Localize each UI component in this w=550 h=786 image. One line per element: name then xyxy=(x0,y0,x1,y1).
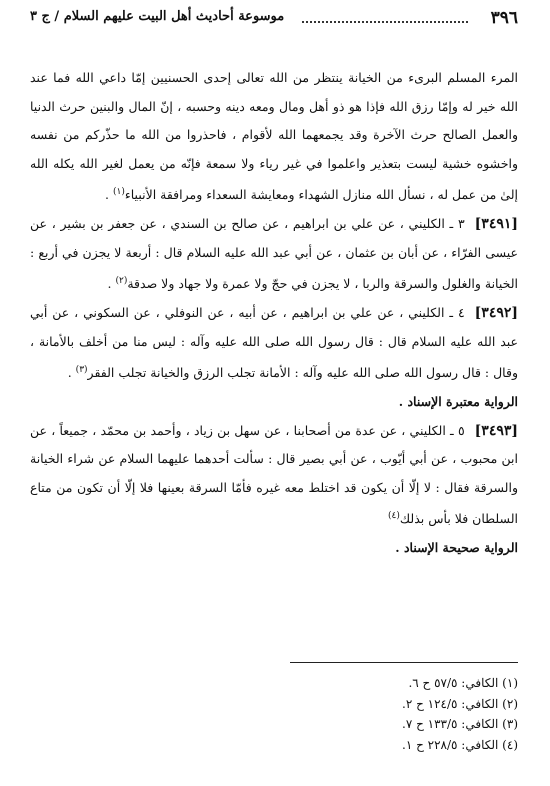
footnote-ref: (١) xyxy=(113,187,125,198)
hadith-text: ٤ ـ الكليني ، عن علي بن ابراهيم ، عن أبيه ، عن النوفلي ، عن السكوني ، عن أبي عبد الله عليه السلام قال : قال رسول الله صلى الله عليه وآله : ليس منا من أخلف بالأمانة ، وقال : قال رسول الله صلى الله عليه وآله : الأمانة تجلب الرزق والخيانة تجلب الفقر xyxy=(30,305,518,381)
hadith-number: [٣٤٩١] xyxy=(474,216,518,233)
intro-paragraph: المرء المسلم البرىء من الخيانة ينتظر من الله تعالى إحدى الحسنيين إمّا داعي الله فما عند الله خير له وإمّا رزق الله فإذا هو ذو أهل ومال ومعه دينه وحسبه ، إنّ المال والبنين حرث الدنيا والعمل الصالح حرث الآخرة وقد يجمعهما الله لأقوام ، فاحذروا من الله ما حذّركم من نفسه واخشوه خشية ليست بتعذير واعلموا في غير رياء ولا سمعة فإنّه من يعمل لغير الله يكله الله إلىٰ من عمل له ، نسأل الله منازل الشهداء ومعايشة السعداء ومرافقة الأنبياء$^{(١)}$ . xyxy=(30,70,518,203)
running-header xyxy=(30,6,518,32)
footnote-item: (٢) الكافي: ١٢٤/٥ ح ٢. xyxy=(402,696,518,711)
running-title: موسوعة أحاديث أهل البيت عليهم السلام / ج ٣ xyxy=(30,9,285,24)
hadith-entry xyxy=(30,417,518,535)
footnote-item: (٤) الكافي: ٢٢٨/٥ ح ١. xyxy=(402,737,518,752)
hadith-entry: [٣٤٩٢]٤ ـ الكليني ، عن علي بن ابراهيم ، عن أبيه ، عن النوفلي ، عن السكوني ، عن أبي عبد الله عليه السلام قال : قال رسول الله صلى الله عليه وآله : ليس منا من أخلف بالأمانة ، وقال : قال رسول الله صلى الله عليه وآله : الأمانة تجلب الرزق والخيانة تجلب الفقر$^{(٣)}$ . xyxy=(30,299,518,388)
footnote-separator xyxy=(290,662,518,663)
header-dot-leader xyxy=(302,21,468,23)
hadith-grading: الرواية معتبرة الإسناد . xyxy=(398,394,518,409)
hadith-grading: الرواية صحيحة الإسناد . xyxy=(395,540,518,556)
footnote-ref: (٢) xyxy=(115,276,128,287)
footnote-item: (١) الكافي: ٥٧/٥ ح ٦. xyxy=(408,676,518,690)
footnote-ref: (٤) xyxy=(388,511,400,522)
hadith-text: ٥ ـ الكليني ، عن عدة من أصحابنا ، عن سهل بن زياد ، وأحمد بن محمّد ، جميعاً ، عن ابن محبوب ، عن أبي أيّوب ، عن أبي بصير قال : سألت أحدهما عليهما السلام عن شراء الخيانة والسرقة فقال : لا إلّا أن يكون قد اختلط معه غيره فأمّا السرقة بعينها فلا إلّا أن تكون من متاع السلطان فلا بأس بذلك xyxy=(30,422,518,527)
footnotes xyxy=(402,673,518,755)
intro-text: المرء المسلم البرىء من الخيانة ينتظر من الله تعالى إحدى الحسنيين إمّا داعي الله فما عند الله خير له وإمّا رزق الله فإذا هو ذو أهل ومال ومعه دينه وحسبه ، إنّ المال والبنين حرث الدنيا والعمل الصالح حرث الآخرة وقد يجمعهما الله لأقوام ، فاحذروا من الله ما حذّركم من نفسه واخشوه خشية ليست بتعذير واعلموا في غير رياء ولا سمعة فإنّه من يعمل لغير الله يكله الله إلىٰ من عمل له ، نسأل الله منازل الشهداء ومعايشة السعداء ومرافقة الأنبياء xyxy=(30,70,518,203)
hadith-text: ٣ ـ الكليني ، عن علي بن ابراهيم ، عن صالح بن السندي ، عن جعفر بن بشير ، عن عيسى الفرّاء ، عن أبان بن عثمان ، عن أبي عبد الله عليه السلام قال : أربعة لا يجزن في أربع : الخيانة والغلول والسرقة والربا ، لا يجزن في حجّ ولا عمرة ولا جهاد ولا صدقة xyxy=(30,216,518,292)
hadith-number: [٣٤٩٢] xyxy=(474,305,518,322)
hadith-entry: [٣٤٩١]٣ ـ الكليني ، عن علي بن ابراهيم ، عن صالح بن السندي ، عن جعفر بن بشير ، عن عيسى الفرّاء ، عن أبان بن عثمان ، عن أبي عبد الله عليه السلام قال : أربعة لا يجزن في أربع : الخيانة والغلول والسرقة والربا ، لا يجزن في حجّ ولا عمرة ولا جهاد ولا صدقة$^{(٢)}$ . xyxy=(30,210,518,299)
page-body xyxy=(30,64,518,563)
hadith-number: [٣٤٩٣] xyxy=(474,422,518,439)
page-number: ٣٩٦ xyxy=(490,8,518,28)
footnote-item: (٣) الكافي: ١٣٣/٥ ح ٧. xyxy=(402,717,518,731)
footnote-ref: (٣) xyxy=(75,365,88,376)
